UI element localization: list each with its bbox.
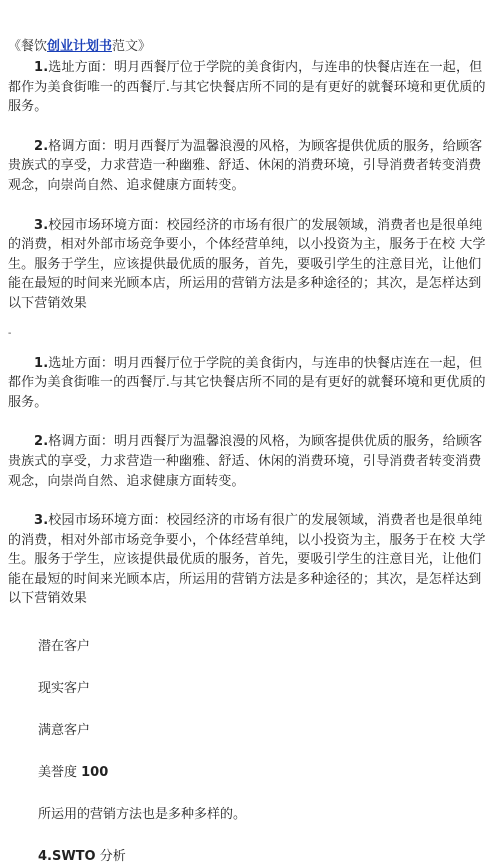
list-item-satisfied: 满意客户 (38, 723, 91, 739)
paragraph-number: 1. (34, 355, 49, 371)
paragraph-text: 校园市场环境方面：校园经济的市场有很广的发展领域，消费者也是很单纯的消费，相对外部市场竞争要小，个体经营单纯，以小投资为主，服务于在校 大学生。服务于学生，应该提供最优质的服务，首先，要吸引学生的注意目光，让他们能在最短的时间来光顾本店，所运用的营销方法是多种途径的；其次，是怎样达到以下营销效果 (8, 217, 486, 311)
paragraph-number: 2. (34, 138, 49, 154)
paragraph-number: 3. (34, 217, 49, 233)
list-item-potential: 潜在客户 (38, 639, 91, 655)
paragraph-text: 格调方面：明月西餐厅为温馨浪漫的风格，为顾客提供优质的服务，给顾客贵族式的享受，力求营造一种幽雅、舒适、休闲的消费环境，引导消费者转变消费观念，向崇尚自然、追求健康方面转变。 (8, 138, 483, 193)
paragraph-a2 (8, 137, 490, 196)
reputation-value: 100 (81, 765, 109, 781)
paragraph-text: 选址方面：明月西餐厅位于学院的美食街内，与连串的快餐店连在一起，但都作为美食街唯一的西餐厅.与其它快餐店所不同的是有更好的就餐环境和更优质的服务。 (8, 355, 486, 410)
paragraph-number: 2. (34, 434, 49, 450)
paragraph-number: 3. (34, 513, 49, 529)
document-title (8, 38, 490, 56)
paragraph-number: 1. (34, 60, 49, 75)
reputation-label: 美誉度 (38, 765, 82, 781)
title-prefix: 《餐饮 (8, 39, 48, 54)
swot-label: 分析 (95, 849, 126, 865)
list-item-actual: 现实客户 (38, 681, 91, 697)
list-item-reputation (8, 763, 490, 782)
paragraph-a1 (8, 58, 490, 117)
list-item-swot (8, 847, 490, 866)
swot-number: 4.SWTO (38, 849, 96, 865)
paragraph-a3 (8, 216, 490, 314)
paragraph-b3 (8, 511, 490, 609)
separator-dash: - (8, 327, 12, 339)
paragraph-text: 格调方面：明月西餐厅为温馨浪漫的风格，为顾客提供优质的服务，给顾客贵族式的享受，力求营造一种幽雅、舒适、休闲的消费环境，引导消费者转变消费观念，向崇尚自然、追求健康方面转变。 (8, 434, 483, 489)
paragraph-text: 校园市场环境方面：校园经济的市场有很广的发展领域，消费者也是很单纯的消费，相对外部市场竞争要小，个体经营单纯，以小投资为主，服务于在校 大学生。服务于学生，应该提供最优质的服务，首先，要吸引学生的注意目光，让他们能在最短的时间来光顾本店，所运用的营销方法是多种途径的；其次，是怎样达到以下营销效果 (8, 513, 486, 607)
paragraph-b2 (8, 432, 490, 491)
title-suffix: 范文》 (112, 39, 152, 54)
paragraph-text: 选址方面：明月西餐厅位于学院的美食街内，与连串的快餐店连在一起，但都作为美食街唯一的西餐厅.与其它快餐店所不同的是有更好的就餐环境和更优质的服务。 (8, 60, 486, 115)
title-link[interactable]: 创业计划书 (47, 39, 113, 54)
list-item-methods: 所运用的营销方法也是多种多样的。 (38, 807, 247, 823)
paragraph-b1 (8, 354, 490, 413)
